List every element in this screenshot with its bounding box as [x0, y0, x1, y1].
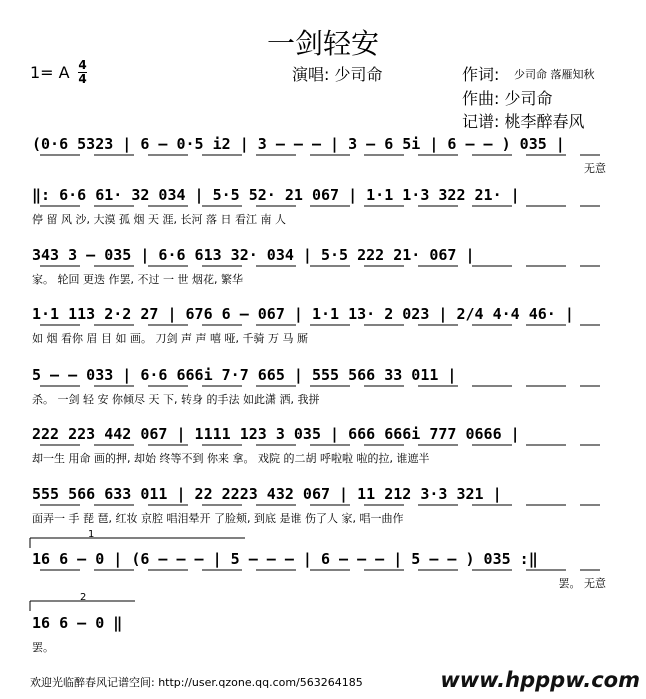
- lyrics-line: 停 留 风 沙, 大漠 孤 烟 天 涯, 长河 落 日 看江 南 人: [32, 213, 286, 226]
- ending-2-label: 2: [80, 592, 87, 603]
- lyrics-line: 家。 轮回 更迭 作罢, 不过 一 世 烟花, 繁华: [32, 273, 243, 286]
- ending-1-bracket: [30, 538, 245, 548]
- notation-line: 16 6 – 0 ‖: [32, 614, 123, 632]
- lyrics-line: 罢。 无意: [558, 577, 606, 590]
- time-signature-top: 4: [78, 58, 87, 72]
- time-signature-bottom: 4: [78, 72, 87, 86]
- notation-line: 343 3 – 035 | 6·6 613 32· 034 | 5·5 222 21· 067 |: [32, 246, 475, 264]
- singer-credit: 演唱: 少司命: [292, 65, 383, 84]
- lyrics-line: 罢。: [32, 641, 54, 654]
- ending-1-label: 1: [88, 529, 95, 540]
- notation-line: 555 566 633 011 | 22 2223 432 067 | 11 212 3·3 321 |: [32, 485, 502, 503]
- footer-text: 欢迎光临醉春风记谱空间: http://user.qzone.qq.com/563264185: [30, 676, 363, 689]
- notation-line: 5 – – 033 | 6·6 666i 7·7 665 | 555 566 33 011 |: [32, 366, 457, 384]
- title: 一剑轻安: [266, 27, 379, 60]
- lyrics-line: 面弄一 手 琵 琶, 红妆 京腔 唱泪晕开 了脸颊, 到底 是谁 伤了人 家, 唱一曲作: [32, 512, 404, 525]
- notation-line: 1·1 113 2·2 27 | 676 6 – 067 | 1·1 13· 2 023 | 2/4 4·4 46· |: [32, 305, 574, 323]
- composer-credit: 作曲: 少司命: [462, 89, 553, 108]
- transcriber-credit: 记谱: 桃李醉春风: [462, 112, 585, 131]
- site-logo: www.hpppw.com: [440, 668, 640, 692]
- lyrics-line: 如 烟 看你 眉 目 如 画。 刀剑 声 声 嘻 哑, 千骑 万 马 厮: [32, 332, 308, 345]
- lyrics-line: 却一生 用命 画的押, 却始 终等不到 你来 拿。 戏院 的二胡 呼啦啦 啦的拉, 谁遮半: [32, 452, 430, 465]
- lyricist-value: 少司命 落雁知秋: [514, 68, 595, 81]
- notation-line: (0·6 5323 | 6 – 0·5 i2 | 3 – – – | 3 – 6 5i | 6 – – ) 035 |: [32, 135, 565, 153]
- key-signature: 1= A: [30, 63, 70, 82]
- lyrics-line: 无意: [584, 162, 606, 175]
- lyrics-line: 杀。 一剑 轻 安 你倾尽 天 下, 转身 的手法 如此潇 洒, 我拼: [32, 393, 320, 406]
- notation-line: 222 223 442 067 | 1111 123 3 035 | 666 666i 777 0666 |: [32, 425, 520, 443]
- lyricist-label: 作词:: [462, 65, 500, 84]
- notation-line: 16 6 – 0 | (6 – – – | 5 – – – | 6 – – – | 5 – – ) 035 :‖: [32, 550, 538, 568]
- notation-line: ‖: 6·6 61· 32 034 | 5·5 52· 21 067 | 1·1 1·3 322 21· |: [32, 186, 520, 204]
